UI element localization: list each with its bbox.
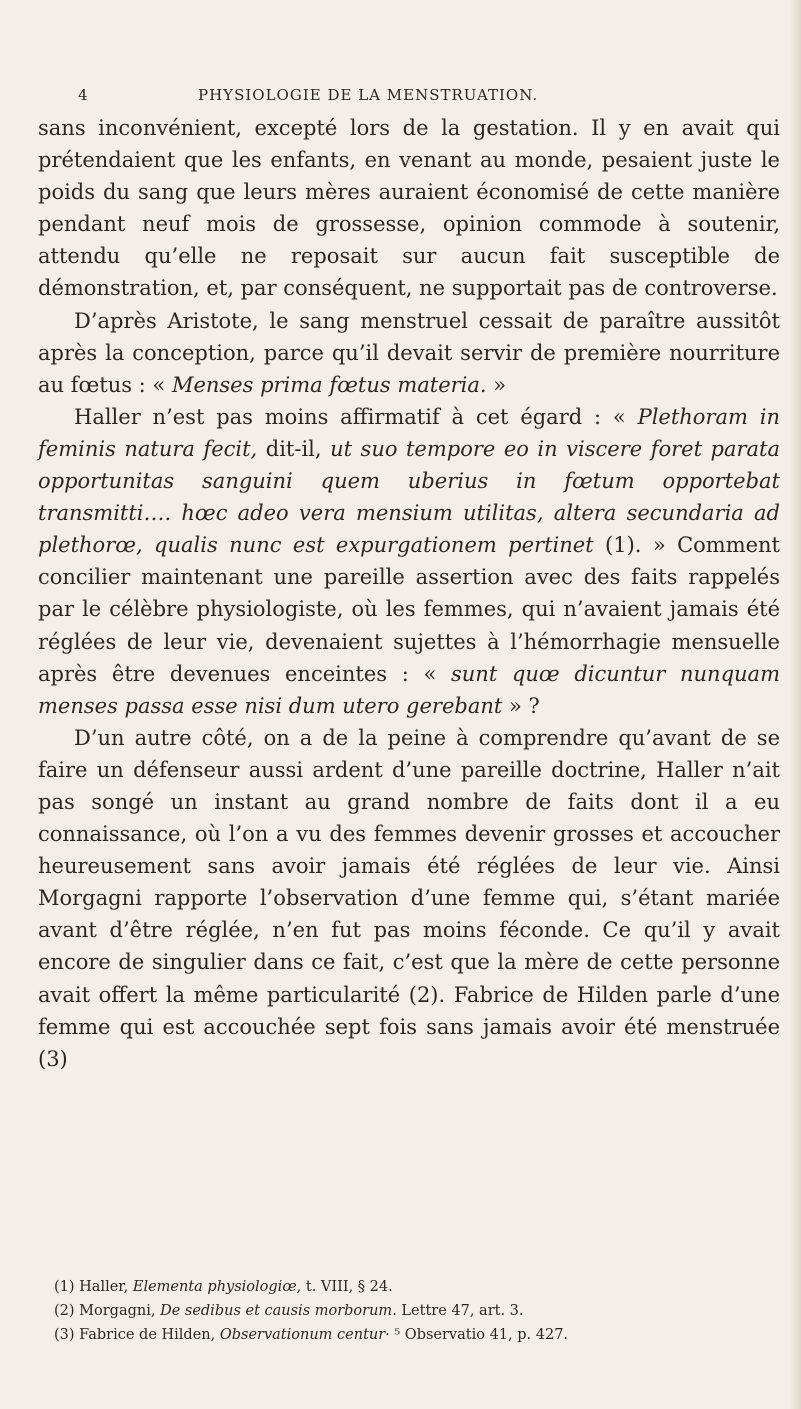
text-run: (1). » Comment concilier maintenant une pareille assertion avec des faits rappelés par le célèbre physiologiste, où les femmes, qui n’avaient jamais été réglées de leur vie, devenaient sujettes à l’hémorrhagie mensuelle après être devenues enceintes : «	[38, 533, 780, 686]
text-run: (3) Fabrice de Hilden,	[54, 1327, 220, 1343]
text-run: . Lettre 47, art. 3.	[392, 1303, 524, 1319]
paragraph	[38, 305, 780, 401]
footnote	[54, 1275, 780, 1299]
text-run: » ?	[502, 693, 540, 718]
italic-text: Observationum centur·	[219, 1327, 390, 1343]
paragraph	[38, 112, 780, 305]
footnote	[54, 1323, 780, 1347]
footnotes	[54, 1275, 780, 1347]
running-title: PHYSIOLOGIE DE LA MENSTRUATION.	[198, 86, 539, 104]
italic-text: ut suo tempore eo in viscere foret parata opportunitas sanguini quem uberius in fœtum opportebat transmitti…. hœc adeo vera mensium utilitas, altera secundaria ad plethorœ, qualis nunc est expurgationem pertinet	[38, 436, 781, 558]
text-run: D’après Aristote, le sang menstruel cessait de paraître aussitôt après la conception, parce qu’il devait servir de première nourriture au fœtus : «	[38, 308, 780, 397]
page-edge-shadow	[789, 0, 801, 1409]
italic-text: sunt quœ dicuntur nunquam menses passa esse nisi dum utero gerebant	[38, 661, 780, 718]
italic-text: Plethoram in feminis natura fecit,	[38, 404, 780, 461]
page-header	[78, 86, 738, 110]
text-run: Haller n’est pas moins affirmatif à cet égard : «	[74, 404, 638, 429]
page-number: 4	[78, 86, 89, 104]
paragraph	[38, 722, 780, 1075]
body-text	[38, 112, 780, 1075]
italic-text: De sedibus et causis morborum	[160, 1303, 393, 1319]
italic-text: Elementa physiologiœ	[132, 1279, 297, 1295]
text-run: (1) Haller,	[54, 1279, 133, 1295]
text-run: ⁵ Observatio 41, p. 427.	[389, 1327, 569, 1343]
text-run: sans inconvénient, excepté lors de la gestation. Il y en avait qui prétendaient que les enfants, en venant au monde, pesaient juste le poids du sang que leurs mères auraient économisé de cette manière pendant neuf mois de grossesse, opinion commode à soutenir, attendu qu’elle ne reposait sur aucun fait susceptible de démonstration, et, par conséquent, ne supportait pas de controverse.	[38, 116, 780, 301]
italic-text: Menses prima fœtus materia.	[171, 372, 487, 397]
text-run: »	[486, 372, 507, 397]
text-run: D’un autre côté, on a de la peine à comprendre qu’avant de se faire un défenseur aussi ardent d’une pareille doctrine, Haller n’ait pas songé un instant au grand nombre de faits dont il a eu connaissance, où l’on a vu des femmes devenir grosses et accoucher heureusement sans avoir jamais été réglées de leur vie. Ainsi Morgagni rapporte l’observation d’une femme qui, s’étant mariée avant d’être réglée, n’en fut pas moins féconde. Ce qu’il y avait encore de singulier dans ce fait, c’est que la mère de cette personne avait offert la même particularité (2). Fabrice de Hilden parle d’une femme qui est accouchée sept fois sans jamais avoir été menstruée (3)	[38, 725, 780, 1071]
text-run: , t. VIII, § 24.	[296, 1279, 393, 1295]
paragraph	[38, 401, 780, 722]
text-run: (2) Morgagni,	[54, 1303, 161, 1319]
footnote	[54, 1299, 780, 1323]
text-run: dit-il,	[257, 436, 331, 461]
